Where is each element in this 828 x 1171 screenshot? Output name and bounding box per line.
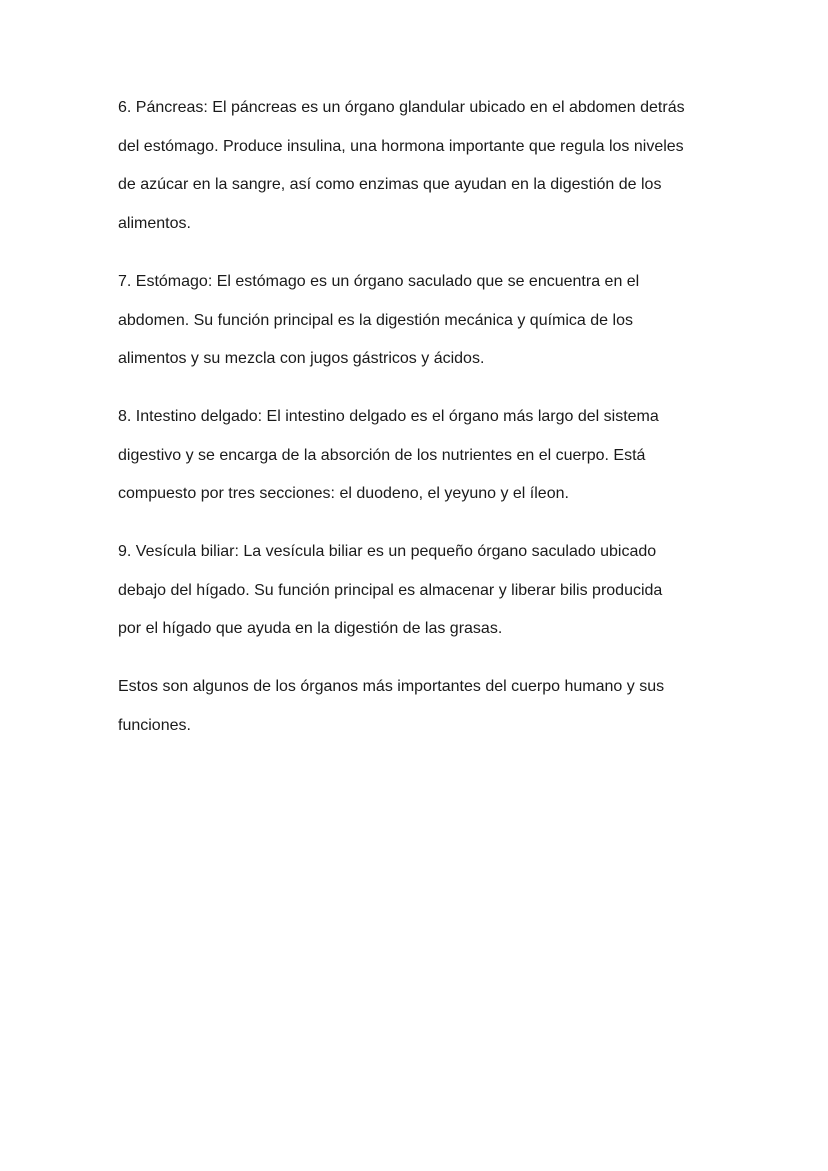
- text-line: compuesto por tres secciones: el duodeno, el yeyuno y el íleon.: [118, 485, 569, 503]
- text-line: alimentos.: [118, 215, 191, 233]
- text-line: alimentos y su mezcla con jugos gástricos y ácidos.: [118, 350, 485, 368]
- text-line: 8. Intestino delgado: El intestino delgado es el órgano más largo del sistema: [118, 407, 659, 425]
- paragraph-pancreas: [118, 89, 718, 244]
- text-line: 7. Estómago: El estómago es un órgano saculado que se encuentra en el: [118, 272, 640, 290]
- document-body: [118, 89, 718, 746]
- text-line: 9. Vesícula biliar: La vesícula biliar es un pequeño órgano saculado ubicado: [118, 543, 657, 561]
- text-line: Estos son algunos de los órganos más importantes del cuerpo humano y sus: [118, 678, 665, 696]
- text-line: 6. Páncreas: El páncreas es un órgano glandular ubicado en el abdomen detrás: [118, 99, 685, 116]
- paragraph-conclusion: [118, 668, 718, 745]
- text-line: del estómago. Produce insulina, una hormona importante que regula los niveles: [118, 137, 684, 155]
- text-line: por el hígado que ayuda en la digestión de las grasas.: [118, 620, 503, 638]
- text-line: debajo del hígado. Su función principal es almacenar y liberar bilis producida: [118, 581, 663, 599]
- text-line: funciones.: [118, 716, 191, 734]
- text-line: de azúcar en la sangre, así como enzimas que ayudan en la digestión de los: [118, 176, 662, 194]
- paragraph-intestino-delgado: [118, 398, 718, 514]
- text-line: abdomen. Su función principal es la digestión mecánica y química de los: [118, 311, 633, 329]
- paragraph-estomago: [118, 263, 718, 379]
- paragraph-vesicula-biliar: [118, 533, 718, 649]
- text-line: digestivo y se encarga de la absorción de los nutrientes en el cuerpo. Está: [118, 446, 646, 464]
